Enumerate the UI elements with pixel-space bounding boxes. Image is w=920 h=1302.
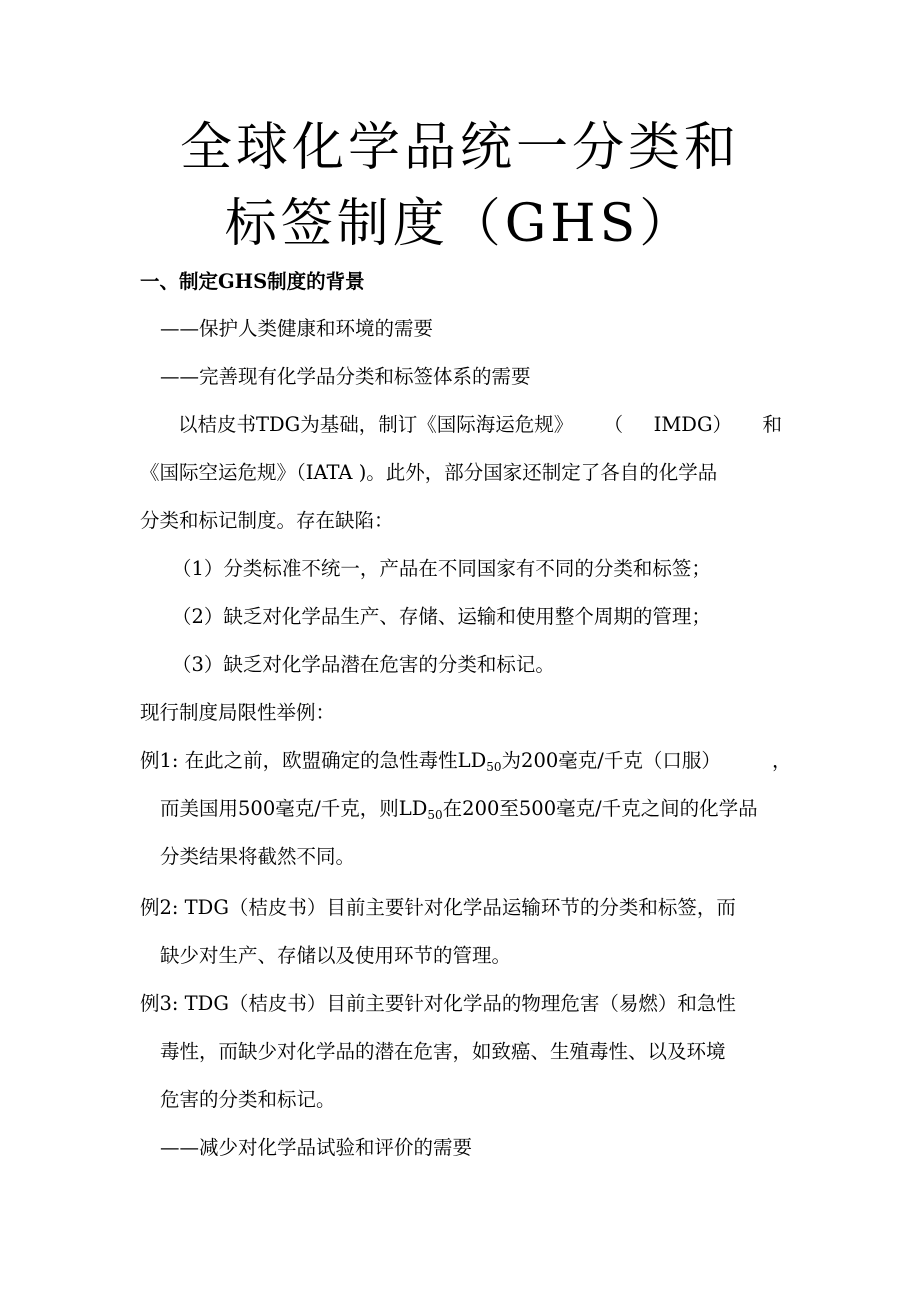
example-text: 为200毫克/千克（口服）: [501, 749, 721, 772]
example-2-line-1: 例2: TDG（桔皮书）目前主要针对化学品运输环节的分类和标签，而: [140, 896, 736, 919]
defect-item-1: （1）分类标准不统一，产品在不同国家有不同的分类和标签；: [172, 557, 711, 580]
example-text: 在200至500毫克/千克之间的化学品: [442, 797, 758, 820]
section-heading: 一、制定GHS制度的背景: [140, 270, 365, 293]
need-item-3: ——减少对化学品试验和评价的需要: [160, 1136, 473, 1159]
subscript: 50: [486, 760, 502, 774]
paragraph-text: IMDG）: [653, 413, 733, 436]
background-paragraph-line-3: 分类和标记制度。存在缺陷：: [140, 509, 394, 532]
background-paragraph-line-1: [140, 415, 782, 435]
example-2-line-2: 缺少对生产、存储以及使用环节的管理。: [160, 944, 512, 967]
example-text: 例1: 在此之前，欧盟确定的急性毒性LD: [140, 749, 487, 772]
example-3-line-2: 毒性，而缺少对化学品的潜在危害，如致癌、生殖毒性、以及环境: [160, 1040, 726, 1063]
example-text: 而美国用500毫克/千克，则LD: [160, 797, 428, 820]
examples-heading: 现行制度局限性举例：: [140, 701, 336, 724]
subscript: 50: [427, 808, 443, 822]
example-1-line-2: [160, 797, 758, 822]
example-1-comma: ，: [772, 749, 792, 772]
background-paragraph-line-2: 《国际空运危规》（IATA )。此外，部分国家还制定了各自的化学品: [140, 461, 718, 484]
need-item-1: ——保护人类健康和环境的需要: [160, 317, 434, 340]
paragraph-text: 和: [762, 413, 782, 436]
example-1-line-1: [140, 749, 721, 774]
defect-item-2: （2）缺乏对化学品生产、存储、运输和使用整个周期的管理；: [172, 605, 711, 628]
example-3-line-1: 例3: TDG（桔皮书）目前主要针对化学品的物理危害（易燃）和急性: [140, 992, 736, 1015]
document-title-line-2: 标签制度（GHS）: [224, 194, 696, 254]
example-3-line-3: 危害的分类和标记。: [160, 1088, 336, 1111]
paragraph-text: （: [603, 413, 624, 436]
defect-item-3: （3）缺乏对化学品潜在危害的分类和标记。: [172, 653, 555, 676]
paragraph-text: 以桔皮书TDG为基础，制订《国际海运危规》: [178, 413, 574, 436]
example-1-line-3: 分类结果将截然不同。: [160, 845, 356, 868]
document-title-line-1: 全球化学品统一分类和: [179, 118, 740, 178]
need-item-2: ——完善现有化学品分类和标签体系的需要: [160, 365, 531, 388]
